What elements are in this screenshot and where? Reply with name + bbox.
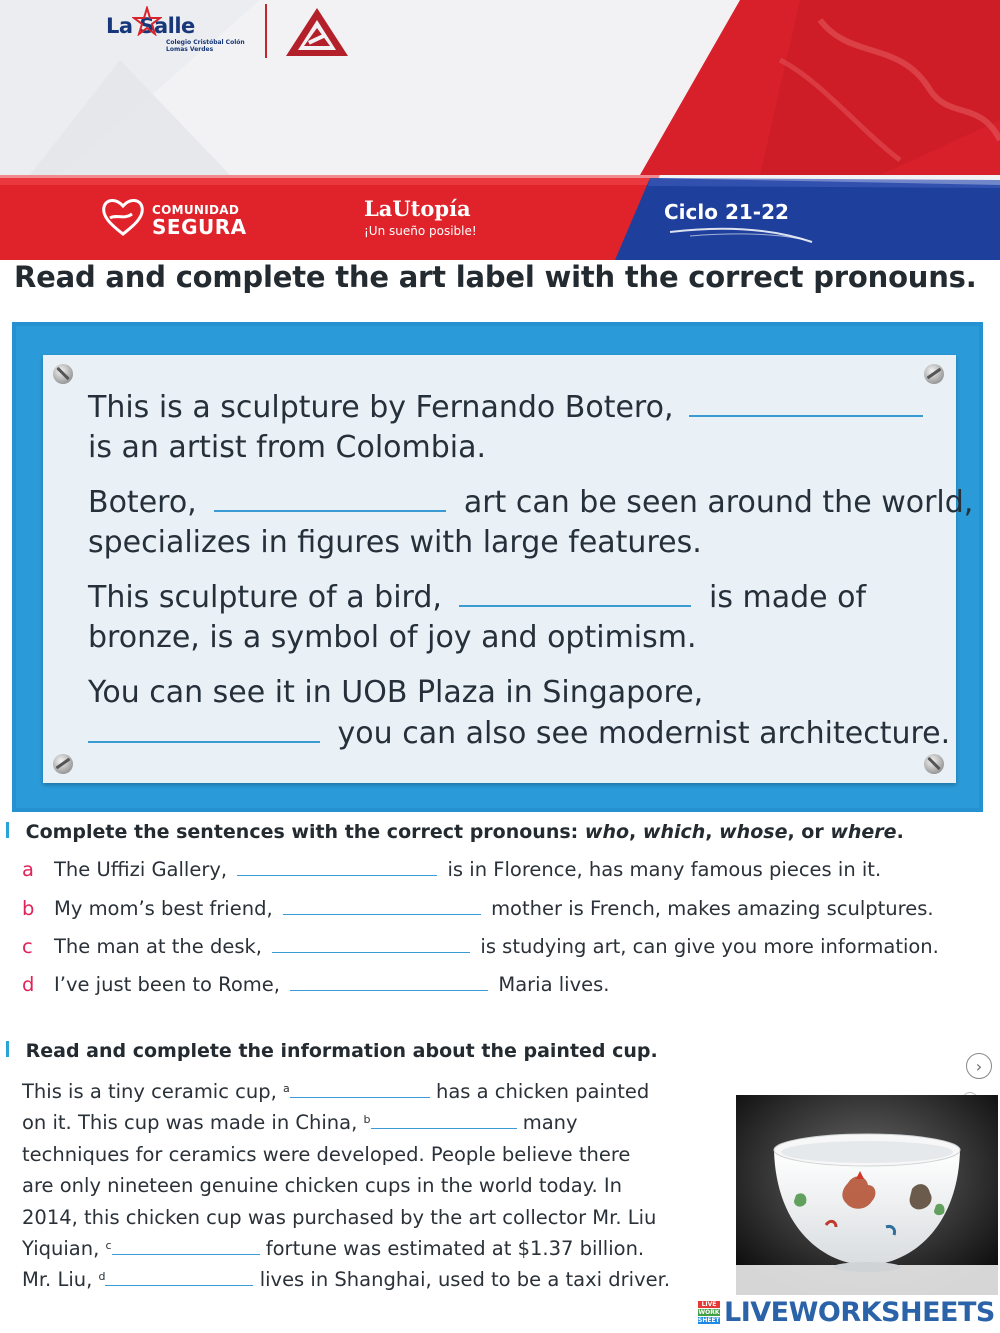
- screw-icon: [924, 364, 944, 384]
- logo-tile: SHEETS: [698, 1317, 724, 1324]
- school-logo-subtitle-1: Colegio Cristóbal Colón: [166, 39, 245, 46]
- logo-divider: [265, 4, 267, 58]
- item-letter: a: [22, 858, 34, 881]
- section-3-instruction: Read and complete the information about the painted cup.: [25, 1040, 658, 1062]
- paragraph-text: on it. This cup was made in China,: [22, 1111, 358, 1134]
- blank-marker: d: [98, 1270, 106, 1283]
- pronoun-option: whose: [719, 821, 788, 843]
- plaque-line-2: is an artist from Colombia.: [88, 430, 487, 465]
- blank-marker: c: [105, 1239, 112, 1252]
- liveworksheets-text: LIVEWORKSHEETS: [724, 1297, 995, 1328]
- exercise-item-a: [22, 858, 881, 881]
- plaque-text: is made of: [709, 580, 867, 615]
- screw-icon: [53, 754, 73, 774]
- paragraph-text: This is a tiny ceramic cup,: [22, 1080, 277, 1103]
- plaque-line-1: [88, 390, 923, 425]
- logo-tile: LIVE: [698, 1301, 720, 1308]
- paragraph-text: fortune was estimated at $1.37 billion.: [265, 1237, 645, 1260]
- plaque-line-7: You can see it in UOB Plaza in Singapore,: [88, 675, 704, 710]
- item-letter: b: [22, 897, 35, 920]
- logo-tile: WORK: [698, 1309, 720, 1316]
- item-text: My mom’s best friend,: [54, 897, 273, 920]
- utopia-title: LaUtopía: [364, 196, 471, 221]
- paragraph-line-7: [22, 1268, 670, 1291]
- answer-blank-cup-a[interactable]: [290, 1096, 430, 1098]
- blank-marker: b: [363, 1113, 371, 1126]
- institution-logo-icon: [284, 6, 350, 58]
- paragraph-line-5: 2014, this chicken cup was purchased by the art collector Mr. Liu: [22, 1206, 657, 1229]
- plaque-line-8: [88, 716, 950, 751]
- community-label: COMUNIDAD: [152, 203, 240, 217]
- paragraph-text: has a chicken painted: [435, 1080, 650, 1103]
- page-title: Read and complete the art label with the correct pronouns.: [14, 260, 977, 294]
- punctuation: .: [896, 821, 904, 843]
- item-text: The Uffizi Gallery,: [54, 858, 228, 881]
- answer-blank-d[interactable]: [290, 989, 488, 991]
- answer-blank-cup-c[interactable]: [112, 1253, 260, 1255]
- exercise-item-c: [22, 935, 939, 958]
- item-text: Maria lives.: [498, 973, 610, 996]
- pronoun-option: which: [642, 821, 706, 843]
- answer-blank-cup-d[interactable]: [105, 1284, 253, 1286]
- paragraph-line-1: [22, 1080, 649, 1103]
- section-2-instruction: Complete the sentences with the correct pronouns:: [25, 821, 579, 843]
- item-letter: d: [22, 973, 35, 996]
- answer-blank-b[interactable]: [283, 913, 481, 915]
- school-logo-subtitle-2: Lomas Verdes: [166, 46, 214, 53]
- blank-marker: a: [283, 1082, 290, 1095]
- plaque-text: Botero,: [88, 485, 197, 520]
- star-icon: [132, 6, 162, 36]
- answer-blank-3[interactable]: [459, 604, 691, 607]
- paragraph-text: lives in Shanghai, used to be a taxi driver.: [259, 1268, 671, 1291]
- paragraph-text: Mr. Liu,: [22, 1268, 93, 1291]
- plaque-text: This sculpture of a bird,: [88, 580, 442, 615]
- plaque-text: This is a sculpture by Fernando Botero,: [88, 390, 674, 425]
- pronoun-option: who: [584, 821, 630, 843]
- answer-blank-1[interactable]: [689, 414, 923, 417]
- paragraph-line-3: techniques for ceramics were developed. People believe there: [22, 1143, 631, 1166]
- screw-icon: [53, 364, 73, 384]
- plaque-text: you can also see modernist architecture.: [337, 716, 951, 751]
- answer-blank-2[interactable]: [214, 509, 446, 512]
- paragraph-text: many: [522, 1111, 578, 1134]
- punctuation: ,: [629, 821, 637, 843]
- school-logo-text: La Salle: [106, 14, 195, 38]
- utopia-subtitle: ¡Un sueño posible!: [364, 224, 477, 238]
- chicken-cup-photo: [736, 1095, 998, 1295]
- answer-blank-cup-b[interactable]: [371, 1127, 517, 1129]
- paragraph-line-4: are only nineteen genuine chicken cups in the world today. In: [22, 1174, 622, 1197]
- header-banner: [0, 0, 1000, 260]
- punctuation: , or: [787, 821, 824, 843]
- answer-blank-4[interactable]: [88, 740, 320, 743]
- item-letter: c: [22, 935, 33, 958]
- plaque-line-3: [88, 485, 973, 520]
- section-3-title: [6, 1040, 658, 1062]
- school-cycle-label: Ciclo 21-22: [664, 200, 789, 224]
- community-label-bold: SEGURA: [152, 215, 247, 239]
- paragraph-text: Yiquian,: [22, 1237, 100, 1260]
- item-text: mother is French, makes amazing sculptures.: [491, 897, 934, 920]
- school-logo: [104, 8, 254, 58]
- paragraph-line-2: [22, 1111, 578, 1134]
- pronoun-option: where: [830, 821, 897, 843]
- section-2-title: [6, 821, 904, 843]
- exercise-item-d: [22, 973, 609, 996]
- item-text: is studying art, can give you more information.: [480, 935, 939, 958]
- plaque-line-6: bronze, is a symbol of joy and optimism.: [88, 620, 697, 655]
- paragraph-line-6: [22, 1237, 644, 1260]
- item-text: is in Florence, has many famous pieces in it.: [447, 858, 882, 881]
- section-bullet: [6, 822, 9, 838]
- item-text: I’ve just been to Rome,: [54, 973, 280, 996]
- exercise-item-b: [22, 897, 934, 920]
- plaque-line-4: specializes in figures with large features.: [88, 525, 702, 560]
- liveworksheets-icon: [698, 1301, 724, 1325]
- plaque-line-5: [88, 580, 866, 615]
- item-text: The man at the desk,: [54, 935, 262, 958]
- punctuation: ,: [705, 821, 713, 843]
- plaque-text: art can be seen around the world,: [463, 485, 974, 520]
- chevron-right-icon[interactable]: ›: [966, 1053, 992, 1079]
- section-bullet: [6, 1041, 9, 1057]
- heart-hand-icon: [100, 196, 146, 238]
- answer-blank-c[interactable]: [272, 951, 470, 953]
- answer-blank-a[interactable]: [237, 874, 437, 876]
- screw-icon: [924, 754, 944, 774]
